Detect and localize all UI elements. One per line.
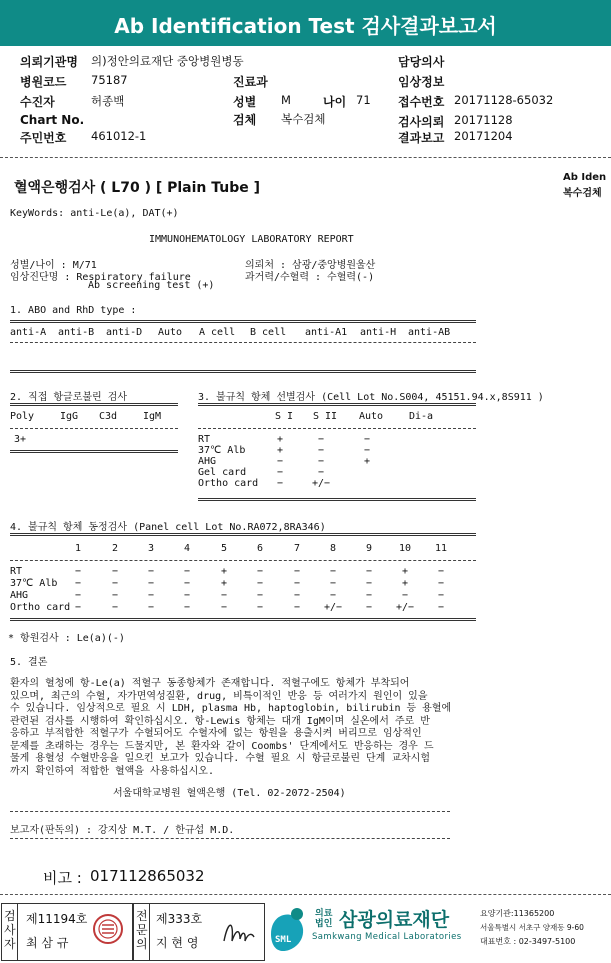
clinical-label: 임상정보: [398, 75, 445, 89]
signature-icon: [218, 911, 258, 951]
screen-cell: −: [363, 434, 371, 445]
panel-cell: −: [293, 566, 301, 577]
screen-col-header: Auto: [358, 411, 384, 422]
patient-label: 수진자: [20, 95, 55, 109]
abo-rule-top: [10, 320, 476, 323]
request-label: 검사의뢰: [398, 115, 445, 129]
panel-col-header: 10: [398, 543, 412, 554]
panel-cell: −: [365, 590, 373, 601]
conclusion-line: 관련된 검사를 시행하여 확인하십시오. 항-Lewis 항체는 대개 IgM이며 실온에서 주로 반: [10, 715, 430, 727]
hospital-contact: 서울대학교병원 혈액은행 (Tel. 02-2072-2504): [113, 788, 346, 799]
dat-col-header: C3d: [99, 411, 118, 422]
panel-cell: −: [256, 590, 264, 601]
screen-row-label: AHG: [198, 456, 217, 467]
panel-cell: −: [437, 602, 445, 613]
sex-value: M: [281, 93, 291, 107]
panel-col-header: 2: [111, 543, 119, 554]
inspector-name: 최 삼 규: [26, 936, 69, 950]
panel-cell: −: [74, 590, 82, 601]
screen-cell: −: [317, 434, 325, 445]
org-value: 의)정안의료재단 중앙병원병동: [91, 54, 244, 68]
sex-age: 성별/나이 : M/71: [10, 260, 97, 271]
panel-cell: −: [111, 578, 119, 589]
panel-cell: −: [293, 602, 301, 613]
history: 과거력/수혈력 : 수혈력(-): [245, 272, 375, 283]
logo-name: 삼광의료재단: [339, 909, 450, 931]
panel-cell: −: [401, 590, 409, 601]
note-label: 비고 :: [43, 869, 82, 887]
antigen-test: * 항원검사 : Le(a)(-): [8, 633, 125, 644]
panel-cell: −: [111, 590, 119, 601]
panel-cell: +: [220, 578, 228, 589]
panel-cell: −: [147, 590, 155, 601]
age-label: 나이: [323, 95, 347, 109]
screen-row-label: Gel card: [198, 467, 247, 478]
abo-col-header: anti-A: [10, 327, 47, 338]
diagnosis-line2: Ab screening test (+): [88, 280, 215, 291]
request-value: 20171128: [454, 113, 513, 127]
info-line1: 요양기관:11365200: [480, 909, 555, 918]
abo-col-header: A cell: [199, 327, 236, 338]
seal-icon: [92, 913, 124, 945]
panel-rule-mid: [10, 560, 476, 561]
logo-corp: 의료법인: [315, 909, 333, 929]
screen-title: 3. 불규칙 항체 선별검사 (Cell Lot No.S004, 45151.94.x,8S911 ): [198, 392, 544, 403]
panel-cell: −: [365, 578, 373, 589]
panel-title: 4. 불규칙 항체 동정검사 (Panel cell Lot No.RA072,8RA346): [10, 522, 326, 533]
panel-cell: −: [329, 578, 337, 589]
rrn-value: 461012-1: [91, 129, 147, 143]
inspector-number: 제11194호: [26, 912, 88, 926]
inspector-label: 검사자: [4, 909, 16, 951]
panel-cell: −: [329, 566, 337, 577]
conclusion-line: 수 있습니다. 임상적으로 필요 시 LDH, plasma Hb, haptoglobin, bilirubin 등 용혈에: [10, 703, 452, 714]
footer-separator: [0, 894, 611, 895]
panel-col-header: 11: [434, 543, 448, 554]
conclusion-line: 문제를 초래하는 경우는 드물지만, 본 환자와 같이 Coombs' 단계에서도 반응하는 경우 드: [10, 740, 434, 752]
diagnosis: 임상진단명 : Respiratory failure: [10, 272, 191, 283]
conclusion-title: 5. 결론: [10, 657, 48, 668]
panel-cell: +: [401, 578, 409, 589]
conclusion-line: 있으며, 최근의 수혈, 자가면역성질환, drug, 비특이적인 반응 등 여러가지 원인이 있을: [10, 690, 428, 702]
conclusion-line: 까지 확인하여 적합한 혈액을 사용하십시오.: [10, 765, 214, 777]
screen-cell: −: [276, 478, 284, 489]
sml-logo-icon: [267, 904, 311, 956]
abo-col-header: Auto: [158, 327, 183, 338]
screen-row-label: 37℃ Alb: [198, 445, 246, 456]
screen-cell: −: [317, 445, 325, 456]
conclusion-line: 응하고 부적합한 적혈구가 수혈되어도 수혈자에 없는 항원을 용출시켜 버리므로 임상적인: [10, 728, 422, 739]
panel-cell: −: [183, 566, 191, 577]
age-value: 71: [356, 93, 371, 107]
receipt-value: 20171128-65032: [454, 93, 554, 107]
patient-value: 허종백: [91, 94, 125, 108]
specialist-number: 제333호: [156, 912, 203, 926]
panel-cell: −: [256, 566, 264, 577]
panel-row-label: AHG: [10, 590, 29, 601]
abo-col-header: anti-H: [360, 327, 397, 338]
title-banner: [0, 0, 611, 46]
inspector-divider: [17, 903, 18, 961]
rrn-label: 주민번호: [20, 131, 67, 145]
dat-rule-bottom: [10, 450, 178, 453]
dat-col-header: IgM: [143, 411, 162, 422]
panel-cell: −: [437, 590, 445, 601]
panel-cell: −: [74, 578, 82, 589]
conclusion-line: 물게 용혈성 수혈반응을 일으킨 보고가 있습니다. 수혈 필요 시 항글로불린 단계 교차시험: [10, 753, 431, 764]
footer: [0, 901, 611, 963]
panel-cell: −: [220, 590, 228, 601]
screen-cell: −: [276, 456, 284, 467]
panel-cell: −: [437, 578, 445, 589]
screen-rule-mid: [198, 428, 476, 429]
abo-rule-mid: [10, 342, 476, 343]
screen-cell: +: [276, 434, 284, 445]
screen-cell: −: [276, 467, 284, 478]
corner-title: Ab Iden: [563, 172, 607, 183]
abo-col-header: anti-AB: [408, 327, 451, 338]
corner-specimen: 복수검체: [563, 188, 602, 199]
screen-row-label: RT: [198, 434, 211, 445]
panel-cell: −: [256, 602, 264, 613]
panel-cell: −: [74, 566, 82, 577]
report-date-label: 결과보고: [398, 131, 445, 145]
reporter-rule-bottom: [10, 838, 450, 839]
header-separator: [0, 157, 611, 158]
dat-value: 3+: [14, 434, 27, 445]
panel-rule-bottom: [10, 618, 476, 621]
panel-cell: −: [111, 602, 119, 613]
panel-cell: +/−: [395, 602, 415, 613]
specimen-value: 복수검체: [281, 112, 326, 126]
screen-cell: +: [363, 456, 371, 467]
screen-cell: −: [317, 456, 325, 467]
dat-rule-mid: [10, 428, 178, 429]
panel-cell: −: [437, 566, 445, 577]
screen-cell: +/−: [311, 478, 331, 489]
panel-cell: −: [147, 578, 155, 589]
panel-cell: −: [183, 602, 191, 613]
dat-col-header: Poly: [10, 411, 35, 422]
dept-label: 진료과: [233, 75, 268, 89]
info-line2: 서울특별시 서초구 양재동 9-60: [480, 923, 584, 932]
panel-col-header: 1: [74, 543, 82, 554]
panel-cell: −: [365, 602, 373, 613]
panel-col-header: 4: [183, 543, 191, 554]
specialist-label: 전문의: [136, 909, 148, 951]
abo-col-header: anti-D: [106, 327, 143, 338]
panel-cell: −: [111, 566, 119, 577]
code-label: 병원코드: [20, 75, 67, 89]
panel-cell: +/−: [323, 602, 343, 613]
screen-col-header: Di-a: [408, 411, 434, 422]
panel-cell: +: [401, 566, 409, 577]
requester: 의뢰처 : 삼광/중앙병원울산: [245, 260, 376, 271]
panel-cell: −: [183, 590, 191, 601]
lab-title: IMMUNOHEMATOLOGY LABORATORY REPORT: [149, 234, 354, 245]
screen-col-header: S I: [274, 411, 294, 422]
dat-col-header: IgG: [60, 411, 79, 422]
keywords: KeyWords: anti-Le(a), DAT(+): [10, 208, 179, 219]
panel-cell: −: [293, 578, 301, 589]
panel-cell: −: [74, 602, 82, 613]
screen-row-label: Ortho card: [198, 478, 259, 489]
panel-col-header: 9: [365, 543, 373, 554]
specimen-label: 검체: [233, 113, 257, 127]
screen-cell: −: [363, 445, 371, 456]
org-label: 의뢰기관명: [20, 55, 78, 69]
conclusion-line: 환자의 혈청에 항-Le(a) 적혈구 동종항체가 존재합니다. 적혈구에도 항체가 부착되어: [10, 678, 410, 689]
info-line3: 대표번호 : 02-3497-5100: [480, 937, 576, 946]
logo-en: Samkwang Medical Laboratories: [312, 932, 462, 942]
panel-col-header: 8: [329, 543, 337, 554]
panel-cell: −: [147, 602, 155, 613]
screen-col-header: S II: [312, 411, 338, 422]
panel-col-header: 5: [220, 543, 228, 554]
panel-col-header: 6: [256, 543, 264, 554]
section-title: 혈액은행검사 ( L70 ) [ Plain Tube ]: [14, 180, 261, 196]
panel-cell: −: [183, 578, 191, 589]
panel-cell: −: [329, 590, 337, 601]
dat-title: 2. 직접 항글로불린 검사: [10, 392, 128, 403]
note-value: 017112865032: [90, 867, 205, 885]
reporter: 보고자(판독의) : 강지상 M.T. / 한규섭 M.D.: [10, 825, 235, 836]
abo-col-header: anti-A1: [305, 327, 348, 338]
panel-col-header: 7: [293, 543, 301, 554]
screen-rule-bottom: [198, 498, 476, 501]
panel-cell: −: [147, 566, 155, 577]
abo-col-header: anti-B: [58, 327, 95, 338]
report-title: Ab Identification Test 검사결과보고서: [114, 14, 497, 38]
screen-cell: +: [276, 445, 284, 456]
panel-row-label: 37℃ Alb: [10, 578, 58, 589]
chart-label: Chart No.: [20, 113, 85, 127]
abo-rule-bottom: [10, 370, 476, 373]
screen-rule-top: [198, 403, 476, 406]
logo-badge: SML: [275, 935, 292, 945]
abo-title: 1. ABO and RhD type :: [10, 305, 137, 316]
panel-row-label: Ortho card: [10, 602, 71, 613]
panel-col-header: 3: [147, 543, 155, 554]
dat-rule-top: [10, 403, 178, 406]
report-date-value: 20171204: [454, 129, 513, 143]
specialist-name: 지 현 영: [156, 936, 199, 950]
panel-rule-top: [10, 533, 476, 536]
panel-row-label: RT: [10, 566, 23, 577]
panel-cell: −: [256, 578, 264, 589]
sex-label: 성별: [233, 95, 257, 109]
specialist-divider: [149, 903, 150, 961]
receipt-label: 접수번호: [398, 95, 445, 109]
panel-cell: −: [220, 602, 228, 613]
doctor-label: 담당의사: [398, 55, 445, 69]
abo-col-header: B cell: [250, 327, 287, 338]
reporter-rule-top: [10, 811, 450, 812]
screen-cell: −: [317, 467, 325, 478]
panel-cell: −: [293, 590, 301, 601]
panel-cell: +: [220, 566, 228, 577]
panel-cell: −: [365, 566, 373, 577]
code-value: 75187: [91, 73, 128, 87]
